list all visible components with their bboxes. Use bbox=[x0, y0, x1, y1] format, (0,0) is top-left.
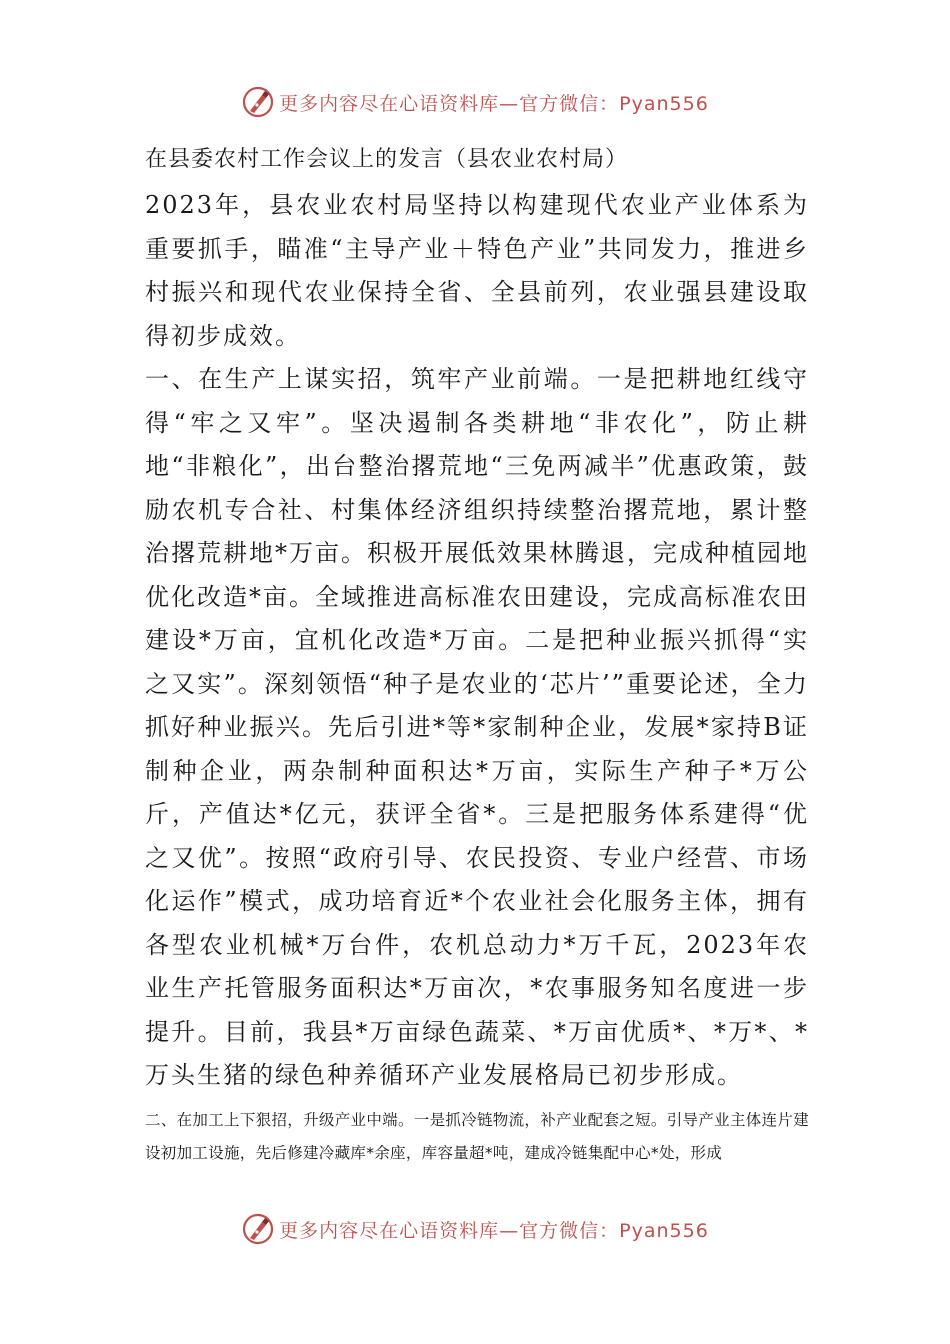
document-title: 在县委农村工作会议上的发言（县农业农村局） bbox=[145, 147, 629, 172]
footer-watermark bbox=[0, 1209, 950, 1249]
watermark-text: 更多内容尽在心语资料库—官方微信：Pyan556 bbox=[279, 92, 709, 115]
document-body bbox=[145, 140, 809, 1170]
pen-nib-circle-icon bbox=[241, 1212, 275, 1246]
paragraph-section-one: 一、在生产上谋实招，筑牢产业前端。一是把耕地红线守得“牢之又牢”。坚决遏制各类耕地“非农化”，防止耕地“非粮化”，出台整治撂荒地“三免两减半”优惠政策，鼓励农机专合社、村集体经济组织持续整治撂荒地，累计整治撂荒耕地*万亩。积极开展低效果林腾退，完成种植园地优化改造*亩。全域推进高标准农田建设，完成高标准农田建设*万亩，宜机化改造*万亩。二是把种业振兴抓得“实之又实”。深刻领悟“种子是农业的‘芯片’”重要论述，全力抓好种业振兴。先后引进*等*家制种企业，发展*家持B证制种企业，两杂制种面积达*万亩，实际生产种子*万公斤，产值达*亿元，获评全省*。三是把服务体系建得“优之又优”。按照“政府引导、农民投资、专业户经营、市场化运作”模式，成功培育近*个农业社会化服务主体，拥有各型农业机械*万台件，农机总动力*万千瓦，2023年农业生产托管服务面积达*万亩次，*农事服务知名度进一步提升。目前，我县*万亩绿色蔬菜、*万亩优质*、*万*、*万头生猪的绿色种养循环产业发展格局已初步形成。 bbox=[145, 365, 809, 1089]
watermark-text: 更多内容尽在心语资料库—官方微信：Pyan556 bbox=[279, 1219, 709, 1242]
pen-nib-circle-icon bbox=[241, 85, 275, 119]
paragraph-intro: 2023年，县农业农村局坚持以构建现代农业产业体系为重要抓手，瞄准“主导产业＋特色产业”共同发力，推进乡村振兴和现代农业保持全省、全县前列，农业强县建设取得初步成效。 bbox=[145, 191, 809, 350]
paragraph-section-two: 二、在加工上下狠招，升级产业中端。一是抓冷链物流，补产业配套之短。引导产业主体连片建设初加工设施，先后修建冷藏库*余座，库容量超*吨，建成冷链集配中心*处，形成 bbox=[145, 1110, 809, 1162]
header-watermark bbox=[0, 82, 950, 122]
